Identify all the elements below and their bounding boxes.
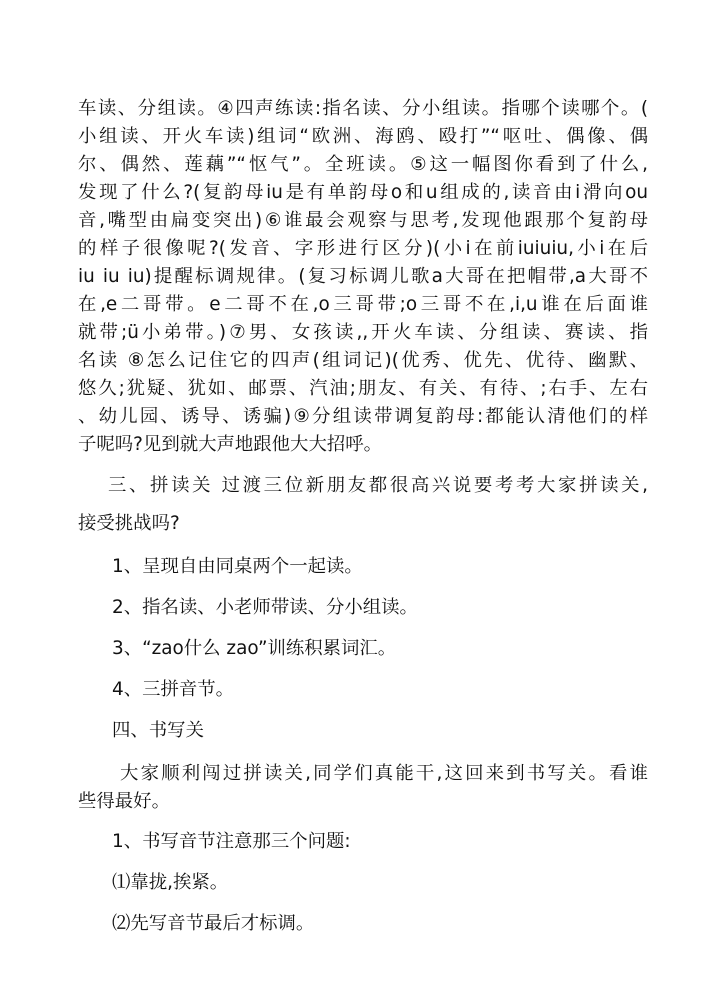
list-item: 3、“zao什么 zao”训练积累词汇。 <box>112 638 397 659</box>
paragraph-line: 大家顺利闯过拼读关,同学们真能干,这回来到书写关。看谁 <box>120 763 648 784</box>
paragraph-line: 车读、分组读。④四声练读:指名读、分小组读。指哪个读哪个。( <box>78 98 648 119</box>
sub-list-item: ⑵先写音节最后才标调。 <box>112 913 315 934</box>
list-item: 1、呈现自由同桌两个一起读。 <box>112 556 363 577</box>
paragraph-line: 悠久;犹疑、犹如、邮票、汽油;朋友、有关、有待、;右手、左右 <box>78 378 648 399</box>
paragraph-line: 尔、偶然、莲藕”“怄气”。全班读。⑤这一幅图你看到了什么, <box>78 154 648 175</box>
paragraph-line: 名读 ⑧怎么记住它的四声(组词记)(优秀、优先、优待、幽默、 <box>78 350 648 371</box>
paragraph-line: 的样子很像呢?(发音、字形进行区分)(小i在前iuiuiu,小i在后 <box>78 238 648 259</box>
paragraph-line: iu iu iu)提醒标调规律。(复习标调儿歌a大哥在把帽带,a大哥不 <box>78 266 648 287</box>
section-heading: 四、书写关 <box>112 720 204 741</box>
paragraph-line: 在,e二哥带。e二哥不在,o三哥带;o三哥不在,i,u谁在后面谁 <box>78 294 648 315</box>
list-item: 1、书写音节注意那三个问题: <box>112 831 351 852</box>
paragraph-line: 些得最好。 <box>78 791 170 812</box>
section-heading: 三、拼读关 过渡三位新朋友都很高兴说要考考大家拼读关, <box>108 475 648 496</box>
sub-list-item: ⑴靠拢,挨紧。 <box>112 872 229 893</box>
paragraph-line: 子呢吗?见到就大声地跟他大大招呼。 <box>78 434 383 455</box>
paragraph-line: 小组读、开火车读)组词“欧洲、海鸥、殴打”“呕吐、偶像、偶 <box>78 126 648 147</box>
paragraph-line: 音,嘴型由扁变突出)⑥谁最会观察与思考,发现他跟那个复韵母 <box>78 210 648 231</box>
list-item: 2、指名读、小老师带读、分小组读。 <box>112 597 418 618</box>
paragraph-line: 发现了什么?(复韵母iu是有单韵母o和u组成的,读音由i滑向ou <box>78 182 648 203</box>
paragraph-line: 、幼儿园、诱导、诱骗)⑨分组读带调复韵母:都能认清他们的样 <box>78 406 648 427</box>
section-heading-continuation: 接受挑战吗? <box>78 513 180 534</box>
paragraph-line: 就带;ü小弟带。)⑦男、女孩读,,开火车读、分组读、赛读、指 <box>78 322 648 343</box>
list-item: 4、三拼音节。 <box>112 679 235 700</box>
